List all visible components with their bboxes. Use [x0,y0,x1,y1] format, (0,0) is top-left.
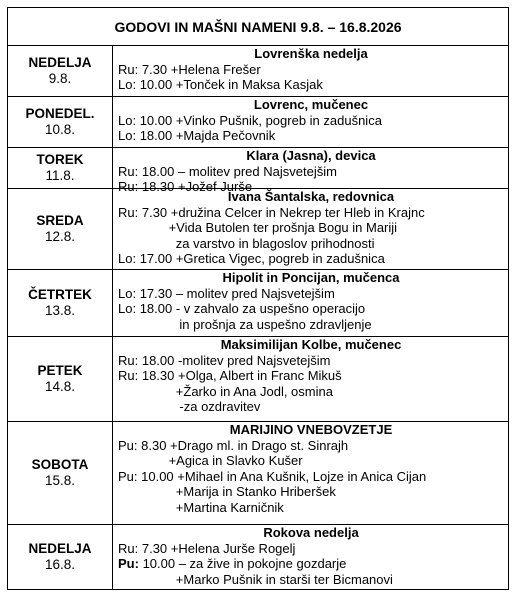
day-date: 15.8. [44,473,76,488]
intention-line [118,128,504,144]
location-code: Lo: [118,128,137,143]
day-cell [8,46,113,96]
intention-text: 7.30 +Helena Jurše Rogelj [138,540,296,556]
intention-text: +Marko Pušnik in starši ter Bicmanovi [118,571,393,587]
intention-text: -za ozdravitev [118,399,261,414]
intention-line [118,62,504,78]
day-row [8,148,508,194]
feast-title: Klara (Jasna), devica [246,148,376,163]
feast-title: Lovrenc, mučenec [253,97,369,112]
day-cell [8,148,113,188]
day-date: 14.8. [44,379,76,394]
day-name: PETEK [37,363,83,378]
day-row [8,525,508,589]
intention-text: 8.30 +Drago ml. in Drago st. Sinrajh [137,437,349,453]
intentions-cell [113,337,508,421]
day-cell [8,189,113,269]
intention-line [118,453,504,469]
intention-line [118,353,504,369]
intention-line [118,286,504,302]
day-name: TOREK [36,152,84,167]
intention-text: za varstvo in blagoslov prihodnosti [118,235,375,251]
intention-line [118,251,504,267]
intention-text: +Agica in Slavko Kušer [118,453,303,468]
intention-text: 17.00 +Gretica Vigec, pogreb in zadušnica [136,251,385,266]
intention-line [118,301,504,317]
intention-text: 18.30 +Jožef Jurše [138,179,253,194]
day-row [8,422,508,525]
location-code: Lo: [118,112,137,128]
intention-line [118,399,504,415]
intention-line [118,384,504,400]
intention-line [118,500,504,516]
schedule-table [7,7,509,590]
intentions-cell [113,148,508,194]
page-title: GODOVI IN MAŠNI NAMENI 9.8. – 16.8.2026 [8,8,508,46]
day-row [8,270,508,337]
intention-line [118,484,504,500]
location-code: Ru: [118,179,139,194]
day-name: NEDELJA [28,541,92,556]
day-cell [8,97,113,147]
intention-line [118,220,504,236]
location-code: Pu: [118,468,138,484]
day-name: PONEDEL. [25,106,95,121]
intentions-cell [113,97,508,147]
day-date: 16.8. [44,557,76,572]
day-name: ČETRTEK [28,287,92,302]
intention-text: 18.30 +Olga, Albert in Franc Mikuš [138,368,342,383]
day-row [8,46,508,97]
intentions-cell [113,46,508,96]
intention-line [118,77,504,93]
intention-text: +Vida Butolen ter prošnja Bogu in Mariji [118,220,398,235]
intention-text: 18.00 – molitev pred Najsvetejšim [138,163,337,179]
day-date: 11.8. [45,168,75,183]
intention-text: 18.00 - v zahvalo za uspešno operacijo [136,301,366,316]
intention-line [118,556,504,572]
location-code: Lo: [118,301,137,316]
feast-title: Rokova nedelja [263,525,359,540]
location-code: Ru: [118,368,139,383]
feast-title: Maksimilijan Kolbe, mučenec [220,337,402,352]
day-cell [8,525,113,589]
day-date: 12.8. [44,229,76,244]
day-cell [8,422,113,524]
intention-line [118,317,504,333]
location-code: Ru: [118,352,139,368]
intentions-cell [113,189,508,269]
location-code: Ru: [118,163,139,179]
intention-text: 10.00 +Tonček in Maksa Kasjak [136,77,323,92]
feast-title: MARIJINO VNEBOVZETJE [229,422,393,437]
location-code: Pu: [118,437,138,453]
feast-title: Hipolit in Poncijan, mučenca [222,270,400,285]
intention-line [118,236,504,252]
feast-title: Ivana Šantalska, redovnica [227,189,395,204]
day-name: SOBOTA [31,457,89,472]
intention-line [118,113,504,129]
location-code: Lo: [118,251,137,266]
intention-text: 10.00 +Mihael in Ana Kušnik, Lojze in Anica Cijan [137,468,427,484]
intention-line [118,438,504,454]
day-name: SREDA [36,213,84,228]
intention-text: 17.30 – molitev pred Najsvetejšim [136,285,335,301]
intentions-cell [113,270,508,336]
intention-text: 7.30 +družina Celcer in Nekrep ter Hleb in Krajnc [138,204,425,220]
location-code: Ru: [118,540,139,556]
intention-text: +Marija in Stanko Hriberšek [118,484,336,499]
intention-text: +Martina Karničnik [118,499,284,515]
intention-line [118,164,504,180]
location-code: Pu: [118,556,139,571]
intentions-cell [113,422,508,524]
day-row [8,97,508,148]
day-name: NEDELJA [28,55,92,70]
day-date: 10.8. [44,122,76,137]
intention-text: 10.00 +Vinko Pušnik, pogreb in zadušnica [136,112,382,128]
day-row [8,337,508,422]
intention-text: 10.00 – za žive in pokojne gozdarje [138,556,347,571]
intention-line [118,205,504,221]
intention-line [118,541,504,557]
intention-text: 18.00 +Majda Pečovnik [136,128,276,143]
intention-line [118,572,504,588]
schedule-rows [8,46,508,589]
intention-text: +Žarko in Ana Jodl, osmina [118,383,333,399]
intention-text: 18.00 -molitev pred Najsvetejšim [138,352,331,368]
day-row [8,189,508,270]
intention-line [118,469,504,485]
location-code: Lo: [118,77,137,92]
feast-title: Lovrenška nedelja [254,46,368,61]
location-code: Ru: [118,204,139,220]
intention-line [118,368,504,384]
intention-text: in prošnja za uspešno zdravljenje [118,316,372,332]
day-date: 9.8. [48,71,72,86]
day-cell [8,337,113,421]
day-cell [8,270,113,336]
intention-text: 7.30 +Helena Frešer [138,61,261,77]
intentions-cell [113,525,508,589]
location-code: Ru: [118,61,139,77]
day-date: 13.8. [44,303,76,318]
location-code: Lo: [118,285,137,301]
